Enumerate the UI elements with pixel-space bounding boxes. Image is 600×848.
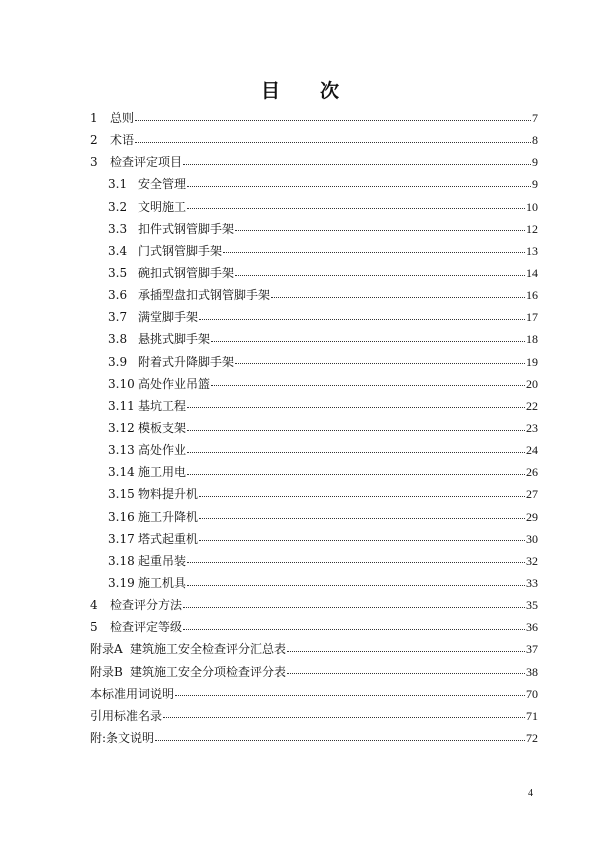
dot-leader: [187, 430, 525, 431]
toc-entry-label: 基坑工程: [138, 398, 187, 413]
toc-entry-label: 高处作业吊篮: [138, 376, 211, 391]
toc-entry[interactable]: [90, 262, 538, 284]
dot-leader: [183, 164, 531, 165]
toc-entry-page: 37: [526, 642, 538, 657]
toc-entry-label: 满堂脚手架: [138, 310, 199, 325]
toc-entry-page: 20: [526, 376, 538, 391]
dot-leader: [187, 585, 525, 586]
toc-entry-label: 施工升降机: [138, 509, 199, 524]
dot-leader: [135, 120, 531, 121]
toc-entry-page: 29: [526, 509, 538, 524]
dot-leader: [199, 518, 525, 519]
dot-leader: [235, 230, 525, 231]
toc-entry-label: 施工用电: [138, 465, 187, 480]
toc-entry-page: 26: [526, 465, 538, 480]
toc-entry-label: 起重吊装: [138, 553, 187, 568]
toc-entry-number: 3.18: [108, 553, 135, 568]
toc-entry-page: 22: [526, 398, 538, 413]
toc-entry[interactable]: [90, 550, 538, 572]
toc-entry-page: 72: [526, 730, 538, 745]
toc-entry-page: 13: [526, 243, 538, 258]
toc-entry-number: 3.4: [108, 243, 128, 258]
toc-entry-page: 10: [526, 199, 538, 214]
toc-entry[interactable]: [90, 683, 538, 705]
toc-entry-number: 附录B: [90, 664, 123, 679]
toc-entry-page: 18: [526, 332, 538, 347]
toc-entry-number: 3.14: [108, 465, 135, 480]
toc-entry-page: 14: [526, 265, 538, 280]
toc-entry-label: 物料提升机: [138, 487, 199, 502]
toc-entry-label: 施工机具: [138, 575, 187, 590]
toc-entry-number: 3.2: [108, 199, 128, 214]
toc-entry-label: 模板支架: [138, 420, 187, 435]
toc-entry-label: 高处作业: [138, 443, 187, 458]
toc-entry[interactable]: [90, 395, 538, 417]
toc-entry[interactable]: [90, 616, 538, 638]
toc-entry-number: 3.5: [108, 265, 128, 280]
toc-entry-page: 12: [526, 221, 538, 236]
toc-entry-label: 扣件式钢管脚手架: [138, 221, 235, 236]
toc-entry-page: 70: [526, 686, 538, 701]
toc-entry-number: 3.9: [108, 354, 128, 369]
toc-entry[interactable]: [90, 506, 538, 528]
toc-entry-page: 27: [526, 487, 538, 502]
toc-entry[interactable]: [90, 638, 538, 660]
toc-entry-label: 文明施工: [138, 199, 187, 214]
dot-leader: [187, 474, 525, 475]
toc-entry-label: 附:条文说明: [90, 730, 155, 745]
toc-entry-page: 30: [526, 531, 538, 546]
toc-entry[interactable]: [90, 240, 538, 262]
toc-entry[interactable]: [90, 284, 538, 306]
toc-entry-page: 38: [526, 664, 538, 679]
toc-entry-label: 建筑施工安全检查评分汇总表: [130, 642, 287, 657]
toc-entry[interactable]: [90, 594, 538, 616]
toc-entry-page: 33: [526, 575, 538, 590]
toc-entry[interactable]: [90, 196, 538, 218]
toc-entry-label: 本标准用词说明: [90, 686, 175, 701]
dot-leader: [183, 607, 525, 608]
toc-entry-label: 检查评定项目: [110, 155, 183, 170]
dot-leader: [187, 208, 525, 209]
toc-entry[interactable]: [90, 107, 538, 129]
toc-entry-page: 8: [532, 133, 538, 148]
table-of-contents: [90, 107, 538, 749]
toc-entry-number: 3.8: [108, 332, 128, 347]
toc-entry[interactable]: [90, 528, 538, 550]
page-title-part-2: 次: [320, 80, 340, 102]
toc-entry[interactable]: [90, 129, 538, 151]
toc-entry-number: 3.17: [108, 531, 135, 546]
toc-entry[interactable]: [90, 351, 538, 373]
dot-leader: [199, 496, 525, 497]
toc-entry-label: 检查评分方法: [110, 598, 183, 613]
toc-entry-number: 3.11: [108, 398, 135, 413]
dot-leader: [199, 319, 525, 320]
toc-entry-number: 2: [90, 133, 98, 148]
toc-entry-page: 35: [526, 598, 538, 613]
toc-entry-page: 19: [526, 354, 538, 369]
dot-leader: [271, 297, 525, 298]
toc-entry[interactable]: [90, 483, 538, 505]
toc-entry-number: 3.19: [108, 575, 135, 590]
toc-entry-label: 引用标准名录: [90, 708, 163, 723]
toc-entry-label: 碗扣式钢管脚手架: [138, 265, 235, 280]
toc-entry-number: 3.7: [108, 310, 128, 325]
dot-leader: [163, 717, 525, 718]
toc-entry-number: 3: [90, 155, 98, 170]
toc-entry[interactable]: [90, 173, 538, 195]
toc-entry-page: 24: [526, 443, 538, 458]
toc-entry[interactable]: [90, 461, 538, 483]
toc-entry-number: 1: [90, 111, 98, 125]
toc-entry-number: 3.6: [108, 288, 128, 303]
toc-entry-page: 71: [526, 708, 538, 723]
toc-entry[interactable]: [90, 328, 538, 350]
toc-entry[interactable]: [90, 661, 538, 683]
dot-leader: [187, 186, 531, 187]
toc-entry[interactable]: [90, 306, 538, 328]
toc-entry-label: 塔式起重机: [138, 531, 199, 546]
toc-entry[interactable]: [90, 572, 538, 594]
dot-leader: [235, 275, 525, 276]
toc-entry-number: 5: [90, 620, 98, 635]
toc-entry-label: 术语: [110, 133, 135, 148]
dot-leader: [187, 562, 525, 563]
toc-entry-page: 36: [526, 620, 538, 635]
toc-entry-page: 32: [526, 553, 538, 568]
toc-entry-label: 悬挑式脚手架: [138, 332, 211, 347]
toc-entry-label: 建筑施工安全分项检查评分表: [130, 664, 287, 679]
toc-entry-number: 3.15: [108, 487, 135, 502]
dot-leader: [187, 407, 525, 408]
dot-leader: [287, 673, 525, 674]
page-title-part-1: 目: [260, 80, 280, 102]
toc-entry-page: 9: [532, 155, 538, 170]
toc-entry-number: 4: [90, 598, 98, 613]
toc-entry-number: 3.10: [108, 376, 135, 391]
dot-leader: [287, 651, 525, 652]
toc-entry[interactable]: [90, 417, 538, 439]
dot-leader: [183, 629, 525, 630]
dot-leader: [199, 540, 525, 541]
toc-entry-label: 门式钢管脚手架: [138, 243, 223, 258]
toc-entry-page: 9: [532, 177, 538, 192]
toc-entry[interactable]: [90, 218, 538, 240]
dot-leader: [135, 142, 531, 143]
toc-entry-page: 16: [526, 288, 538, 303]
dot-leader: [187, 452, 525, 453]
toc-entry-number: 3.16: [108, 509, 135, 524]
toc-entry-label: 附着式升降脚手架: [138, 354, 235, 369]
dot-leader: [223, 252, 525, 253]
toc-entry-number: 3.12: [108, 420, 135, 435]
dot-leader: [235, 363, 525, 364]
toc-entry-label: 总则: [110, 111, 135, 125]
dot-leader: [155, 740, 525, 741]
toc-entry-page: 23: [526, 420, 538, 435]
toc-entry-page: 7: [532, 111, 538, 125]
toc-entry-page: 17: [526, 310, 538, 325]
page-number: 4: [528, 788, 533, 799]
toc-entry-label: 承插型盘扣式钢管脚手架: [138, 288, 271, 303]
toc-entry-number: 3.13: [108, 443, 135, 458]
toc-entry-label: 检查评定等级: [110, 620, 183, 635]
toc-entry[interactable]: [90, 373, 538, 395]
dot-leader: [175, 695, 525, 696]
toc-entry-number: 附录A: [90, 642, 123, 657]
toc-entry[interactable]: [90, 727, 538, 749]
toc-entry[interactable]: [90, 439, 538, 461]
toc-entry-number: 3.1: [108, 177, 128, 192]
toc-entry[interactable]: [90, 151, 538, 173]
dot-leader: [211, 385, 525, 386]
dot-leader: [211, 341, 525, 342]
toc-entry[interactable]: [90, 705, 538, 727]
toc-entry-label: 安全管理: [138, 177, 187, 192]
page-title: [0, 76, 600, 103]
toc-entry-number: 3.3: [108, 221, 128, 236]
